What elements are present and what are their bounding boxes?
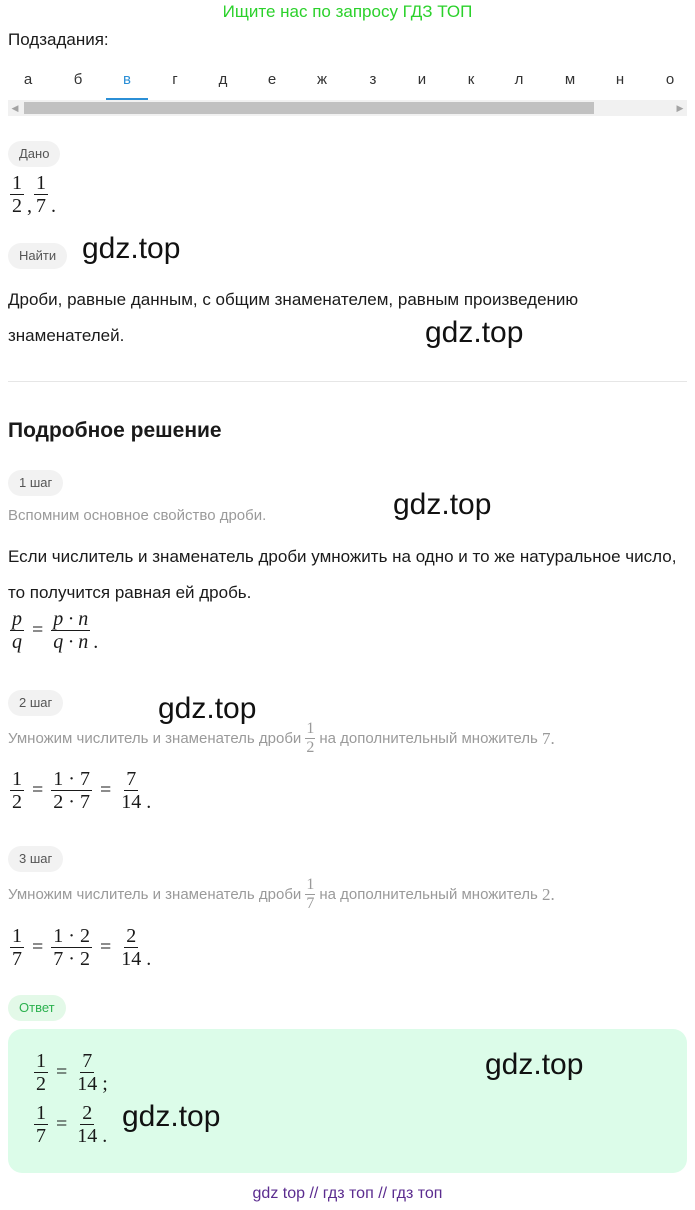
fraction: $\frac{1}{7}$ [36, 172, 46, 217]
watermark: gdz.top [158, 692, 257, 725]
answer-line-2: $\frac{1}{7}$ = $\frac{2}{14}$ . [36, 1102, 108, 1147]
watermark: gdz.top [82, 232, 181, 265]
tab-e[interactable]: е [267, 71, 277, 88]
tab-a[interactable]: а [23, 71, 33, 88]
tab-g[interactable]: г [172, 71, 178, 88]
footer-links[interactable]: gdz top // гдз топ // гдз топ [252, 1185, 443, 1202]
scroll-right-icon[interactable]: ▶ [676, 103, 684, 113]
promo-banner: Ищите нас по запросу ГДЗ ТОП [222, 2, 473, 21]
tab-k[interactable]: к [467, 71, 475, 88]
tab-i[interactable]: и [417, 71, 427, 88]
answer-box [8, 1029, 687, 1173]
step1-text: Если числитель и знаменатель дроби умножить на одно и то же натуральное число, то получится равная ей дробь. [8, 547, 677, 602]
step3-formula: $\frac{1}{7}$ = $\frac{1 \cdot 2}{7 \cdot 2}$ = $\frac{2}{14}$ . [12, 925, 152, 970]
step3-pill: 3 шаг [8, 846, 63, 872]
tab-o[interactable]: о [665, 71, 675, 88]
step2-pill: 2 шаг [8, 690, 63, 716]
find-pill: Найти [8, 243, 67, 269]
given-fractions: $\frac{1}{2}$ , $\frac{1}{7}$ . [12, 172, 56, 217]
answer-pill: Ответ [8, 995, 66, 1021]
subtask-tabs [0, 64, 695, 100]
tab-zh[interactable]: ж [316, 71, 328, 88]
subtasks-label: Подзадания: [8, 30, 109, 49]
step2-muted: Умножим числитель и знаменатель дроби $\frac{1}{2}$ на дополнительный множитель 7. [8, 720, 555, 756]
step1-muted: Вспомним основное свойство дроби. [8, 507, 267, 524]
scroll-thumb[interactable] [24, 102, 594, 114]
tab-v[interactable]: в [106, 64, 148, 100]
step1-pill: 1 шаг [8, 470, 63, 496]
find-text: Дроби, равные данным, с общим знаменателем, равным произведению знаменателей. [8, 290, 579, 345]
tab-b[interactable]: б [73, 71, 83, 88]
step1-formula: $\frac{p}{q}$ = $\frac{p \cdot n}{q \cdot n}$ . [12, 608, 99, 653]
answer-line-1: $\frac{1}{2}$ = $\frac{7}{14}$ ; [36, 1050, 108, 1095]
step2-formula: $\frac{1}{2}$ = $\frac{1 \cdot 7}{2 \cdot 7}$ = $\frac{7}{14}$ . [12, 768, 152, 813]
divider [8, 381, 687, 382]
tab-d[interactable]: д [218, 71, 228, 88]
watermark: gdz.top [393, 488, 492, 521]
tab-n[interactable]: н [615, 71, 625, 88]
given-pill: Дано [8, 141, 60, 167]
step3-muted: Умножим числитель и знаменатель дроби $\frac{1}{7}$ на дополнительный множитель 2. [8, 876, 555, 912]
watermark: gdz.top [425, 316, 524, 349]
tab-z[interactable]: з [369, 71, 377, 88]
tab-l[interactable]: л [514, 71, 524, 88]
watermark: gdz.top [485, 1048, 584, 1081]
scroll-left-icon[interactable]: ◀ [11, 103, 19, 113]
tab-m[interactable]: м [564, 71, 576, 88]
solution-title: Подробное решение [8, 419, 222, 442]
fraction: $\frac{1}{2}$ [12, 172, 22, 217]
tabs-scrollbar[interactable] [8, 100, 687, 116]
watermark: gdz.top [122, 1100, 221, 1133]
